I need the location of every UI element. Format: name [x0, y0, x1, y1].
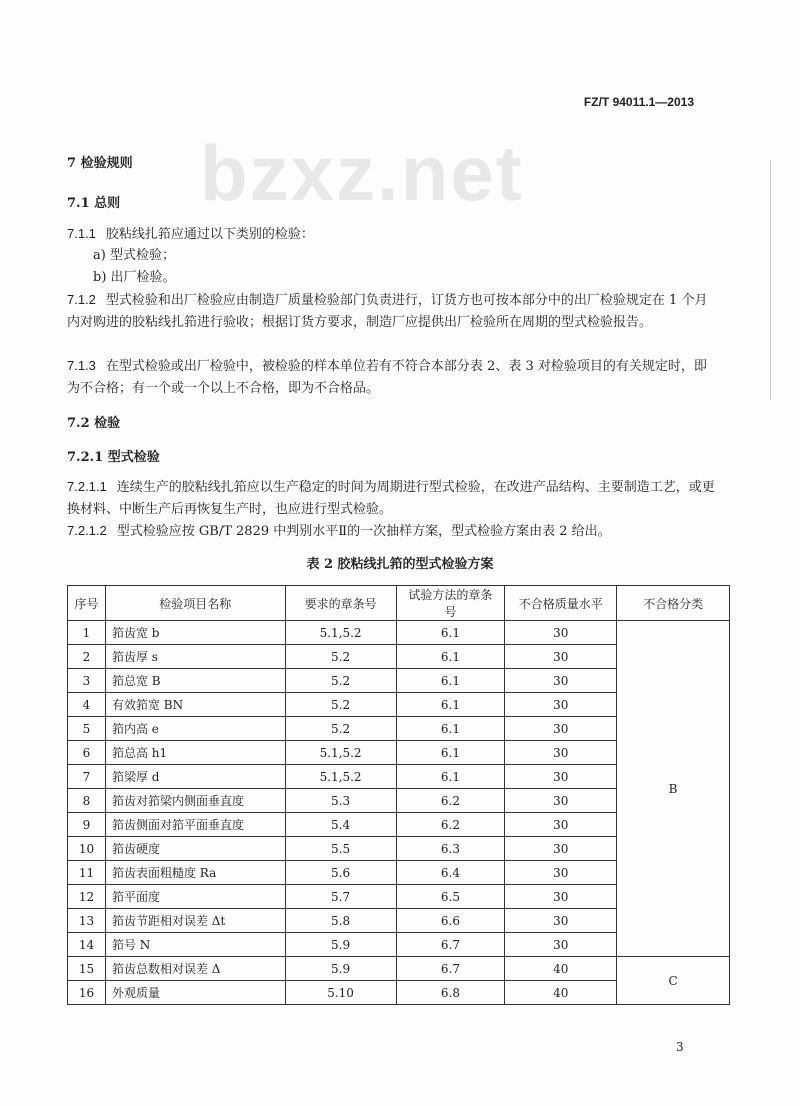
- quality-level: 30: [505, 645, 617, 669]
- quality-level: 30: [505, 837, 617, 861]
- clause-number: 7.2.1.1: [67, 479, 107, 494]
- clause-number: 7.2.1.2: [67, 523, 107, 538]
- requirement-clause: 5.1,5.2: [285, 741, 396, 765]
- clause-text: 在型式检验或出厂检验中，被检验的样本单位若有不符合本部分表 2、表 3 对检验项目的有关规定时，即为不合格；有一个或一个以上不合格，即为不合格品。: [67, 359, 707, 396]
- quality-level: 30: [505, 909, 617, 933]
- requirement-clause: 5.3: [285, 789, 396, 813]
- quality-level: 30: [505, 789, 617, 813]
- clause-7-1-2: [67, 289, 717, 334]
- row-number: 1: [68, 621, 106, 645]
- clause-text: 型式检验应按 GB/T 2829 中判别水平Ⅱ的一次抽样方案，型式检验方案由表 2 给出。: [116, 524, 611, 539]
- test-method-clause: 6.1: [396, 765, 505, 789]
- item-name: 筘平面度: [105, 885, 285, 909]
- item-name: 筘齿宽 b: [105, 621, 285, 645]
- quality-level: 30: [505, 885, 617, 909]
- test-method-clause: 6.6: [396, 909, 505, 933]
- test-method-clause: 6.7: [396, 957, 505, 981]
- quality-level: 30: [505, 741, 617, 765]
- clause-number: 7.1.2: [67, 292, 96, 307]
- quality-level: 40: [505, 957, 617, 981]
- test-method-clause: 6.2: [396, 813, 505, 837]
- header-cell: 要求的章条号: [285, 586, 396, 621]
- heading-7-2-1: 7.2.1 型式检验: [67, 450, 160, 465]
- test-method-clause: 6.7: [396, 933, 505, 957]
- clause-text: 胶粘线扎筘应通过以下类别的检验：: [105, 227, 314, 242]
- requirement-clause: 5.9: [285, 957, 396, 981]
- test-method-clause: 6.1: [396, 621, 505, 645]
- row-number: 2: [68, 645, 106, 669]
- quality-level: 30: [505, 933, 617, 957]
- requirement-clause: 5.9: [285, 933, 396, 957]
- item-name: 外观质量: [105, 981, 285, 1005]
- row-number: 4: [68, 693, 106, 717]
- test-method-clause: 6.1: [396, 741, 505, 765]
- quality-level: 30: [505, 717, 617, 741]
- requirement-clause: 5.1,5.2: [285, 621, 396, 645]
- clause-number: 7.1.3: [67, 358, 96, 373]
- item-name: 筘齿侧面对筘平面垂直度: [105, 813, 285, 837]
- row-number: 5: [68, 717, 106, 741]
- requirement-clause: 5.2: [285, 669, 396, 693]
- requirement-clause: 5.1,5.2: [285, 765, 396, 789]
- page-number: 3: [676, 1040, 684, 1054]
- item-name: 筘齿硬度: [105, 837, 285, 861]
- test-method-clause: 6.1: [396, 693, 505, 717]
- row-number: 8: [68, 789, 106, 813]
- requirement-clause: 5.5: [285, 837, 396, 861]
- test-method-clause: 6.1: [396, 645, 505, 669]
- quality-level: 30: [505, 765, 617, 789]
- clause-number: 7.1.1: [67, 226, 96, 241]
- row-number: 15: [68, 957, 106, 981]
- test-method-clause: 6.5: [396, 885, 505, 909]
- item-name: 筘总高 h1: [105, 741, 285, 765]
- clause-7-1-3: [67, 355, 717, 400]
- nonconformity-class: B: [617, 621, 730, 957]
- row-number: 12: [68, 885, 106, 909]
- quality-level: 30: [505, 813, 617, 837]
- item-name: 有效筘宽 BN: [105, 693, 285, 717]
- row-number: 3: [68, 669, 106, 693]
- header-cell: 序号: [68, 586, 106, 621]
- item-name: 筘齿节距相对误差 Δt: [105, 909, 285, 933]
- row-number: 10: [68, 837, 106, 861]
- item-name: 筘号 N: [105, 933, 285, 957]
- row-number: 6: [68, 741, 106, 765]
- heading-7: 7 检验规则: [67, 156, 133, 171]
- item-name: 筘齿对筘梁内侧面垂直度: [105, 789, 285, 813]
- requirement-clause: 5.7: [285, 885, 396, 909]
- row-number: 14: [68, 933, 106, 957]
- item-name: 筘梁厚 d: [105, 765, 285, 789]
- item-name: 筘齿厚 s: [105, 645, 285, 669]
- clause-text: 连续生产的胶粘线扎筘应以生产稳定的时间为周期进行型式检验，在改进产品结构、主要制造工艺，或更换材料、中断生产后再恢复生产时，也应进行型式检验。: [67, 480, 715, 517]
- row-number: 7: [68, 765, 106, 789]
- row-number: 9: [68, 813, 106, 837]
- table-row: [68, 957, 730, 981]
- row-number: 11: [68, 861, 106, 885]
- table-title: 表 2 胶粘线扎筘的型式检验方案: [306, 557, 494, 572]
- requirement-clause: 5.2: [285, 717, 396, 741]
- heading-7-1: 7.1 总则: [67, 196, 121, 211]
- item-name: 筘总宽 B: [105, 669, 285, 693]
- clause-7-1-1: [67, 223, 717, 246]
- heading-7-2: 7.2 检验: [67, 416, 121, 431]
- clause-text: 型式检验和出厂检验应由制造厂质量检验部门负责进行，订货方也可按本部分中的出厂检验规定在 1 个月内对购进的胶粘线扎筘进行验收；根据订货方要求，制造厂应提供出厂检验所在周期的型式检验报告。: [67, 293, 708, 330]
- quality-level: 30: [505, 693, 617, 717]
- watermark: bzxz.net: [200, 129, 524, 217]
- standard-number: FZ/T 94011.1—2013: [583, 95, 694, 109]
- requirement-clause: 5.2: [285, 693, 396, 717]
- quality-level: 30: [505, 621, 617, 645]
- list-item-b: b) 出厂检验。: [93, 270, 176, 285]
- inspection-table: [67, 585, 730, 1005]
- item-name: 筘齿表面粗糙度 Ra: [105, 861, 285, 885]
- list-item-a: a) 型式检验；: [93, 248, 175, 263]
- header-cell: 试验方法的章条号: [396, 586, 505, 621]
- header-cell: 检验项目名称: [105, 586, 285, 621]
- header-cell: 不合格分类: [617, 586, 730, 621]
- requirement-clause: 5.4: [285, 813, 396, 837]
- quality-level: 40: [505, 981, 617, 1005]
- quality-level: 30: [505, 669, 617, 693]
- requirement-clause: 5.2: [285, 645, 396, 669]
- scan-edge-line: [770, 160, 771, 400]
- test-method-clause: 6.2: [396, 789, 505, 813]
- test-method-clause: 6.4: [396, 861, 505, 885]
- item-name: 筘齿总数相对误差 Δ: [105, 957, 285, 981]
- test-method-clause: 6.1: [396, 669, 505, 693]
- test-method-clause: 6.3: [396, 837, 505, 861]
- table-header-row: [68, 586, 730, 621]
- item-name: 筘内高 e: [105, 717, 285, 741]
- clause-7-2-1-1: [67, 476, 717, 521]
- clause-7-2-1-2: [67, 520, 717, 543]
- test-method-clause: 6.1: [396, 717, 505, 741]
- table-row: [68, 621, 730, 645]
- test-method-clause: 6.8: [396, 981, 505, 1005]
- requirement-clause: 5.8: [285, 909, 396, 933]
- row-number: 16: [68, 981, 106, 1005]
- nonconformity-class: C: [617, 957, 730, 1005]
- header-cell: 不合格质量水平: [505, 586, 617, 621]
- requirement-clause: 5.10: [285, 981, 396, 1005]
- quality-level: 30: [505, 861, 617, 885]
- row-number: 13: [68, 909, 106, 933]
- requirement-clause: 5.6: [285, 861, 396, 885]
